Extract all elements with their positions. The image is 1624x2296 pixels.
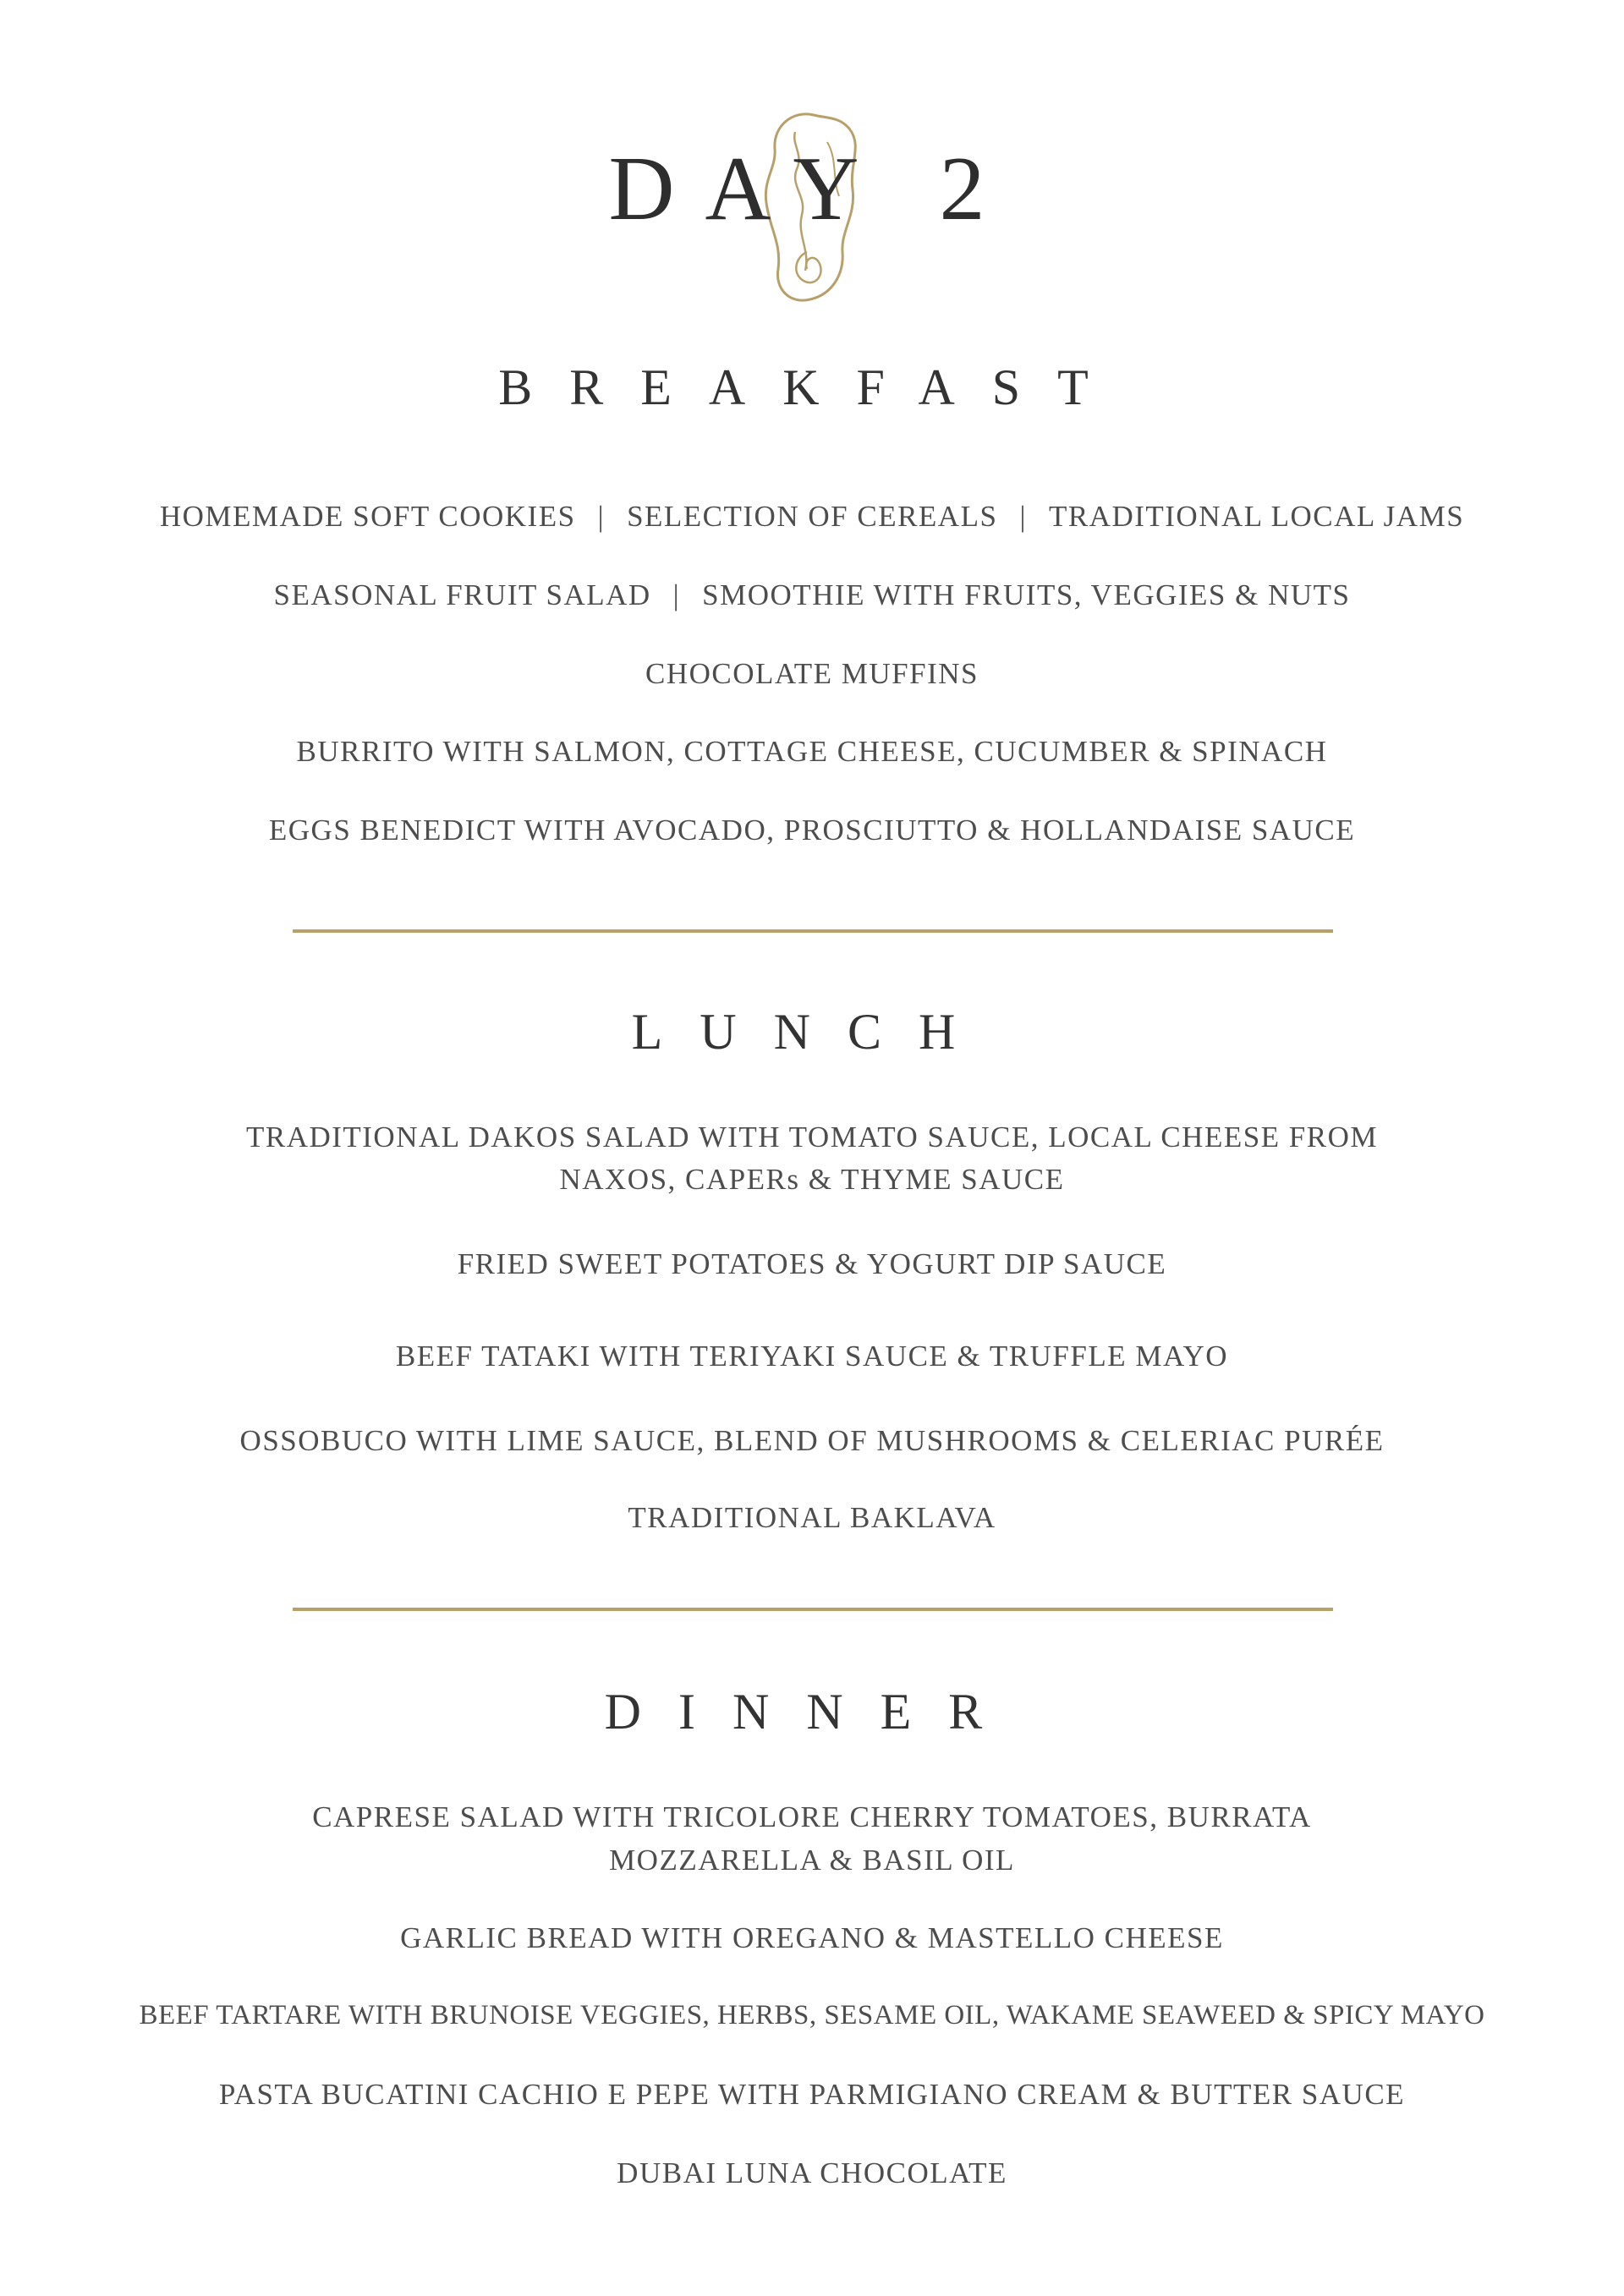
menu-item: TRADITIONAL BAKLAVA	[628, 1501, 996, 1534]
menu-item: NAXOS, CAPERs & THYME SAUCE	[559, 1163, 1065, 1196]
day-title: DAY 2	[608, 139, 1016, 239]
breakfast-row-2	[0, 574, 1624, 617]
menu-item: MOZZARELLA & BASIL OIL	[609, 1844, 1015, 1877]
gold-divider	[293, 929, 1333, 933]
dinner-title: DINNER	[604, 1684, 1020, 1740]
menu-item: CHOCOLATE MUFFINS	[645, 657, 979, 690]
menu-item: EGGS BENEDICT WITH AVOCADO, PROSCIUTTO & HOLLANDAISE SAUCE	[268, 814, 1356, 847]
menu-item: SEASONAL FRUIT SALAD	[273, 578, 651, 611]
menu-item: SELECTION OF CEREALS	[627, 500, 998, 533]
menu-item: HOMEMADE SOFT COOKIES	[159, 500, 576, 533]
lunch-title: LUNCH	[631, 1004, 993, 1060]
separator: |	[672, 578, 681, 611]
menu-item: PASTA BUCATINI CACHIO E PEPE WITH PARMIGIANO CREAM & BUTTER SAUCE	[218, 2078, 1406, 2111]
menu-item: TRADITIONAL LOCAL JAMS	[1048, 500, 1465, 533]
separator: |	[597, 500, 606, 533]
menu-item: CAPRESE SALAD WITH TRICOLORE CHERRY TOMATOES, BURRATA	[312, 1800, 1312, 1833]
menu-item: SMOOTHIE WITH FRUITS, VEGGIES & NUTS	[702, 578, 1351, 611]
menu-item: BURRITO WITH SALMON, COTTAGE CHEESE, CUCUMBER & SPINACH	[296, 735, 1328, 768]
menu-item: TRADITIONAL DAKOS SALAD WITH TOMATO SAUCE, LOCAL CHEESE FROM	[245, 1121, 1379, 1153]
menu-item: OSSOBUCO WITH LIME SAUCE, BLEND OF MUSHROOMS & CELERIAC PURÉE	[239, 1424, 1385, 1457]
menu-item: GARLIC BREAD WITH OREGANO & MASTELLO CHEESE	[400, 1921, 1224, 1954]
breakfast-title: BREAKFAST	[498, 359, 1126, 415]
separator: |	[1019, 500, 1027, 533]
menu-item: DUBAI LUNA CHOCOLATE	[617, 2156, 1007, 2189]
menu-item: BEEF TARTARE WITH BRUNOISE VEGGIES, HERBS, SESAME OIL, WAKAME SEAWEED & SPICY MAYO	[139, 2000, 1485, 2030]
breakfast-row-1	[0, 496, 1624, 539]
gold-divider	[293, 1608, 1333, 1611]
menu-item: FRIED SWEET POTATOES & YOGURT DIP SAUCE	[457, 1247, 1167, 1280]
menu-item: BEEF TATAKI WITH TERIYAKI SAUCE & TRUFFLE MAYO	[395, 1340, 1229, 1373]
